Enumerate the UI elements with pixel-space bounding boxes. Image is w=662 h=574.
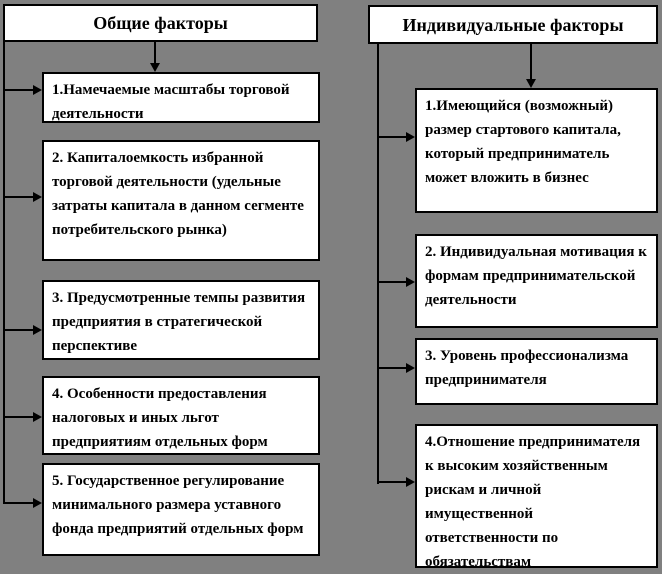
general-factor-box-3: 3. Предусмотренные темпы развития предприятия в стратегической перспективе [42, 280, 320, 360]
arrowhead-right-icon [406, 132, 415, 142]
arrowhead-right-icon [33, 412, 42, 422]
left-branch-line-4 [3, 416, 33, 418]
arrowhead-right-icon [406, 277, 415, 287]
right-branch-line-4 [377, 481, 406, 483]
arrowhead-down-icon [526, 79, 536, 88]
left-trunk-line [3, 42, 5, 504]
right-branch-line-3 [377, 367, 406, 369]
left-branch-line-5 [3, 502, 33, 504]
right-branch-line-1 [377, 136, 406, 138]
left-branch-line-2 [3, 196, 33, 198]
individual-factor-box-1: 1.Имеющийся (возможный) размер стартового капитала, который предприниматель может вложить в бизнес [415, 88, 658, 213]
general-factors-header: Общие факторы [3, 4, 318, 42]
general-factor-box-4: 4. Особенности предоставления налоговых и иных льгот предприятиям отдельных форм [42, 376, 320, 455]
left-branch-line-3 [3, 329, 33, 331]
arrowhead-right-icon [406, 477, 415, 487]
right-header-down-line [530, 44, 532, 79]
arrowhead-right-icon [406, 363, 415, 373]
general-factor-box-5: 5. Государственное регулирование минимального размера уставного фонда предприятий отдельных форм [42, 463, 320, 556]
individual-factor-box-3: 3. Уровень профессионализма предпринимателя [415, 338, 658, 405]
arrowhead-right-icon [33, 192, 42, 202]
individual-factor-box-2: 2. Индивидуальная мотивация к формам предпринимательской деятельности [415, 234, 658, 328]
individual-factor-box-4: 4.Отношение предпринимателя к высоким хозяйственным рискам и личной имущественной ответственности по обязательствам [415, 424, 658, 568]
right-branch-line-2 [377, 281, 406, 283]
left-header-down-line [154, 42, 156, 63]
arrowhead-right-icon [33, 85, 42, 95]
right-trunk-line [377, 44, 379, 484]
individual-factors-header: Индивидуальные факторы [368, 5, 658, 44]
left-branch-line-1 [3, 89, 33, 91]
arrowhead-down-icon [150, 63, 160, 72]
arrowhead-right-icon [33, 325, 42, 335]
general-factor-box-1: 1.Намечаемые масштабы торговой деятельности [42, 72, 320, 123]
arrowhead-right-icon [33, 498, 42, 508]
general-factor-box-2: 2. Капиталоемкость избранной торговой деятельности (удельные затраты капитала в данном сегменте потребительского рынка) [42, 140, 320, 261]
